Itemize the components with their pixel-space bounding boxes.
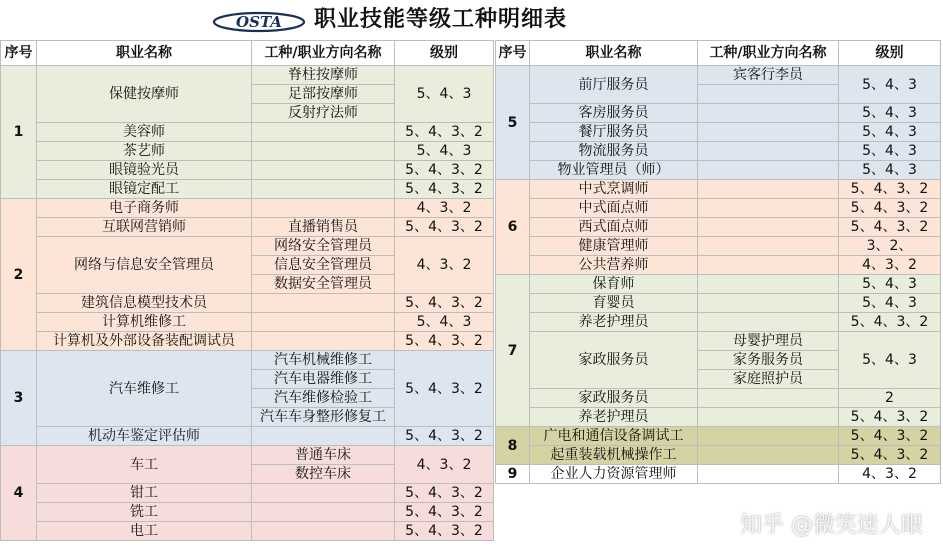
group-number: 2 (0, 199, 37, 351)
level: 5、4、3、2 (839, 313, 941, 332)
column-header: 职业名称 (530, 40, 698, 66)
sub-occupation (698, 199, 839, 218)
level: 3、2、 (839, 237, 941, 256)
sub-occupation: 汽车电器维修工 (252, 370, 395, 389)
occupation-name: 互联网营销师 (37, 218, 252, 237)
occupation-name: 机动车鉴定评估师 (37, 427, 252, 446)
occupation-name: 餐厅服务员 (530, 123, 698, 142)
sub-occupation: 信息安全管理员 (252, 256, 395, 275)
sub-occupation: 数据安全管理员 (252, 275, 395, 294)
sub-occupation: 直播销售员 (252, 218, 395, 237)
column-header: 工种/职业方向名称 (698, 40, 839, 66)
occupation-name: 客房服务员 (530, 104, 698, 123)
level: 5、4、3、2 (395, 503, 494, 522)
column-header: 级别 (839, 40, 941, 66)
sub-occupation (252, 142, 395, 161)
level: 5、4、3、2 (395, 123, 494, 142)
sub-occupation (698, 85, 839, 104)
sub-occupation (252, 484, 395, 503)
level: 5、4、3、2 (395, 484, 494, 503)
sub-occupation (698, 104, 839, 123)
group-number: 8 (495, 427, 530, 465)
sub-occupation (698, 123, 839, 142)
sub-occupation (698, 465, 839, 484)
page-title: 职业技能等级工种明细表 (314, 7, 568, 32)
occupation-name: 计算机及外部设备装配调试员 (37, 332, 252, 351)
sub-occupation: 家庭照护员 (698, 370, 839, 389)
level: 5、4、3 (839, 275, 941, 294)
group-number: 1 (0, 66, 37, 199)
sub-occupation: 脊柱按摩师 (252, 66, 395, 85)
level: 5、4、3 (839, 332, 941, 389)
sub-occupation: 足部按摩师 (252, 85, 395, 104)
sub-occupation (698, 218, 839, 237)
sub-occupation (252, 180, 395, 199)
level: 5、4、3 (395, 313, 494, 332)
sub-occupation (252, 332, 395, 351)
level: 5、4、3 (839, 161, 941, 180)
level: 5、4、3、2 (395, 180, 494, 199)
level: 5、4、3、2 (839, 180, 941, 199)
occupation-name: 电工 (37, 522, 252, 541)
sub-occupation: 普通车床 (252, 446, 395, 465)
level: 4、3、2 (395, 237, 494, 294)
sub-occupation: 反射疗法师 (252, 104, 395, 123)
occupation-name: 企业人力资源管理师 (530, 465, 698, 484)
occupation-name: 铣工 (37, 503, 252, 522)
sub-occupation (698, 313, 839, 332)
sub-occupation (252, 503, 395, 522)
level: 5、4、3、2 (839, 199, 941, 218)
level: 5、4、3、2 (395, 294, 494, 313)
group-number: 9 (495, 465, 530, 484)
level: 4、3、2 (839, 465, 941, 484)
occupation-name: 保健按摩师 (37, 66, 252, 123)
sub-occupation (252, 199, 395, 218)
occupation-name: 前厅服务员 (530, 66, 698, 104)
sub-occupation: 家务服务员 (698, 351, 839, 370)
occupation-name: 家政服务员 (530, 389, 698, 408)
sub-occupation (698, 180, 839, 199)
sub-occupation: 母婴护理员 (698, 332, 839, 351)
level: 5、4、3 (839, 104, 941, 123)
group-number: 6 (495, 180, 530, 275)
occupation-name: 计算机维修工 (37, 313, 252, 332)
column-header: 级别 (395, 40, 494, 66)
level: 5、4、3、2 (839, 446, 941, 465)
level: 2 (839, 389, 941, 408)
occupation-name: 保育师 (530, 275, 698, 294)
sub-occupation (252, 161, 395, 180)
header (0, 0, 943, 40)
occupation-name: 起重装载机械操作工 (530, 446, 698, 465)
occupation-name: 建筑信息模型技术员 (37, 294, 252, 313)
occupation-name: 钳工 (37, 484, 252, 503)
occupation-name: 中式烹调师 (530, 180, 698, 199)
sub-occupation (252, 313, 395, 332)
sub-occupation: 汽车维修检验工 (252, 389, 395, 408)
level: 4、3、2 (839, 256, 941, 275)
watermark: 知乎 @微笑迷人眼 (740, 513, 923, 538)
sub-occupation (698, 427, 839, 446)
occupation-name: 美容师 (37, 123, 252, 142)
occupation-name: 养老护理员 (530, 408, 698, 427)
occupation-name: 西式面点师 (530, 218, 698, 237)
level: 5、4、3 (395, 142, 494, 161)
level: 4、3、2 (395, 199, 494, 218)
occupation-name: 中式面点师 (530, 199, 698, 218)
level: 5、4、3、2 (839, 218, 941, 237)
occupation-name: 眼镜定配工 (37, 180, 252, 199)
occupation-name: 家政服务员 (530, 332, 698, 389)
group-number: 5 (495, 66, 530, 180)
occupation-name: 公共营养师 (530, 256, 698, 275)
sub-occupation (698, 161, 839, 180)
group-number: 3 (0, 351, 37, 446)
level: 5、4、3、2 (395, 218, 494, 237)
sub-occupation (698, 389, 839, 408)
occupation-name: 物流服务员 (530, 142, 698, 161)
group-number: 7 (495, 275, 530, 427)
logo-text: OSTA (236, 13, 282, 31)
sub-occupation (252, 294, 395, 313)
sub-occupation (698, 408, 839, 427)
occupation-name: 网络与信息安全管理员 (37, 237, 252, 294)
occupation-name: 广电和通信设备调试工 (530, 427, 698, 446)
sub-occupation: 汽车车身整形修复工 (252, 408, 395, 427)
level: 5、4、3 (839, 142, 941, 161)
occupation-name: 汽车维修工 (37, 351, 252, 427)
occupation-name: 育婴员 (530, 294, 698, 313)
level: 5、4、3、2 (395, 427, 494, 446)
sub-occupation (698, 237, 839, 256)
level: 5、4、3、2 (395, 332, 494, 351)
level: 5、4、3 (395, 66, 494, 123)
occupation-name: 茶艺师 (37, 142, 252, 161)
occupation-name: 眼镜验光员 (37, 161, 252, 180)
column-header: 职业名称 (37, 40, 252, 66)
level: 4、3、2 (395, 446, 494, 484)
sub-occupation (252, 123, 395, 142)
level: 5、4、3、2 (839, 408, 941, 427)
occupation-name: 电子商务师 (37, 199, 252, 218)
sub-occupation (698, 294, 839, 313)
sub-occupation: 汽车机械维修工 (252, 351, 395, 370)
sub-occupation (698, 142, 839, 161)
occupation-name: 车工 (37, 446, 252, 484)
column-header: 序号 (495, 40, 530, 66)
sub-occupation (698, 446, 839, 465)
osta-logo (212, 11, 306, 33)
column-header: 工种/职业方向名称 (252, 40, 395, 66)
level: 5、4、3、2 (839, 427, 941, 446)
occupation-name: 养老护理员 (530, 313, 698, 332)
sub-occupation: 网络安全管理员 (252, 237, 395, 256)
level: 5、4、3、2 (395, 522, 494, 541)
level: 5、4、3、2 (395, 351, 494, 427)
sub-occupation (252, 522, 395, 541)
group-number: 4 (0, 446, 37, 541)
sub-occupation (698, 256, 839, 275)
sub-occupation: 宾客行李员 (698, 66, 839, 85)
level: 5、4、3 (839, 123, 941, 142)
occupation-name: 物业管理员（师） (530, 161, 698, 180)
sub-occupation: 数控车床 (252, 465, 395, 484)
column-header: 序号 (0, 40, 37, 66)
level: 5、4、3、2 (395, 161, 494, 180)
level: 5、4、3 (839, 294, 941, 313)
sub-occupation (698, 275, 839, 294)
sub-occupation (252, 427, 395, 446)
occupation-name: 健康管理师 (530, 237, 698, 256)
level: 5、4、3 (839, 66, 941, 104)
